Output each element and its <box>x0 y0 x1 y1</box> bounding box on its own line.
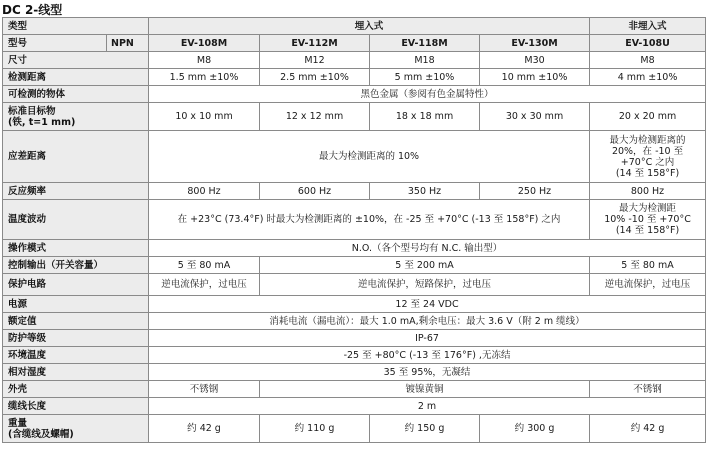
row-label: 反应频率 <box>3 183 149 200</box>
row-label <box>3 415 149 443</box>
row-label: 相对湿度 <box>3 364 149 381</box>
table-row <box>3 103 706 131</box>
table-cell: M30 <box>480 52 590 69</box>
table-row <box>3 257 706 274</box>
row-label: 可检测的物体 <box>3 86 149 103</box>
table-cell: 不锈钢 <box>590 381 706 398</box>
row-label: 控制输出（开关容量） <box>3 257 149 274</box>
table-cell: 约 42 g <box>590 415 706 443</box>
spec-table <box>2 17 706 443</box>
row-label: 防护等级 <box>3 330 149 347</box>
table-cell: -25 至 +80°C (-13 至 176°F) ,无冻结 <box>149 347 706 364</box>
table-row <box>3 52 706 69</box>
cell-line: 10% -10 至 +70°C <box>604 214 691 225</box>
model-cell: EV-108U <box>590 35 706 52</box>
row-label: 温度波动 <box>3 200 149 240</box>
table-cell: 在 +23°C (73.4°F) 时最大为检测距离的 ±10%，在 -25 至 +70°C (-13 至 158°F) 之内 <box>149 200 590 240</box>
table-cell: 约 300 g <box>480 415 590 443</box>
page-title: DC 2-线型 <box>2 3 63 17</box>
model-cell: EV-118M <box>370 35 480 52</box>
model-label: 型号 <box>3 35 107 52</box>
table-cell: 250 Hz <box>480 183 590 200</box>
table-cell: 消耗电流（漏电流）：最大 1.0 mA,剩余电压：最大 3.6 V（附 2 m 缆线） <box>149 313 706 330</box>
table-cell: IP-67 <box>149 330 706 347</box>
table-row <box>3 131 706 183</box>
table-cell: 10 mm ±10% <box>480 69 590 86</box>
table-cell: 5 至 80 mA <box>149 257 260 274</box>
table-cell: 逆电流保护，过电压 <box>590 274 706 296</box>
table-row <box>3 200 706 240</box>
row-label: 应差距离 <box>3 131 149 183</box>
table-cell: 12 x 12 mm <box>260 103 370 131</box>
model-cell: EV-108M <box>149 35 260 52</box>
table-cell: 5 mm ±10% <box>370 69 480 86</box>
row-label: 检测距离 <box>3 69 149 86</box>
row-label-line: 标准目标物 <box>8 105 56 117</box>
table-cell: 2 m <box>149 398 706 415</box>
cell-line: +70°C 之内 <box>620 156 675 168</box>
table-row <box>3 347 706 364</box>
row-label: 额定值 <box>3 313 149 330</box>
npn-label: NPN <box>107 35 149 52</box>
cell-line: 最大为检测距离的 <box>609 134 686 146</box>
table-row <box>3 364 706 381</box>
table-cell: 最大为检测距离的 10% <box>149 131 590 183</box>
table-cell: 不锈钢 <box>149 381 260 398</box>
model-cell: EV-112M <box>260 35 370 52</box>
type-label: 类型 <box>3 18 149 35</box>
table-row <box>3 330 706 347</box>
cell-line: (14 至 158°F) <box>615 167 680 179</box>
table-row <box>3 18 706 35</box>
table-cell: 35 至 95%，无凝结 <box>149 364 706 381</box>
non-embedded-header: 非埋入式 <box>590 18 706 35</box>
row-label: 环境温度 <box>3 347 149 364</box>
cell-line: 20%，在 -10 至 <box>611 145 684 157</box>
table-cell: 5 至 200 mA <box>260 257 590 274</box>
table-row <box>3 240 706 257</box>
table-cell: 1.5 mm ±10% <box>149 69 260 86</box>
table-cell: 约 42 g <box>149 415 260 443</box>
table-row <box>3 69 706 86</box>
row-label: 尺寸 <box>3 52 149 69</box>
table-row <box>3 313 706 330</box>
table-cell: 逆电流保护，过电压 <box>149 274 260 296</box>
row-label: 外壳 <box>3 381 149 398</box>
table-row <box>3 86 706 103</box>
table-row <box>3 415 706 443</box>
row-label-line: (铁, t=1 mm) <box>8 116 76 128</box>
table-cell <box>590 131 706 183</box>
table-cell: 黑色金属（参阅有色金属特性） <box>149 86 706 103</box>
table-row <box>3 35 706 52</box>
table-row <box>3 398 706 415</box>
table-cell: 镀镍黄铜 <box>260 381 590 398</box>
embedded-header: 埋入式 <box>149 18 590 35</box>
cell-line: 最大为检测距 <box>619 203 677 214</box>
table-cell: 5 至 80 mA <box>590 257 706 274</box>
table-cell: 2.5 mm ±10% <box>260 69 370 86</box>
table-cell: 4 mm ±10% <box>590 69 706 86</box>
row-label: 缆线长度 <box>3 398 149 415</box>
table-cell: M8 <box>590 52 706 69</box>
table-cell <box>590 200 706 240</box>
table-cell: N.O.（各个型号均有 N.C. 输出型） <box>149 240 706 257</box>
row-label: 保护电路 <box>3 274 149 296</box>
table-cell: 20 x 20 mm <box>590 103 706 131</box>
cell-line: (14 至 158°F) <box>615 225 680 236</box>
table-cell: 逆电流保护，短路保护，过电压 <box>260 274 590 296</box>
table-row <box>3 183 706 200</box>
table-cell: M8 <box>149 52 260 69</box>
table-cell: 12 至 24 VDC <box>149 296 706 313</box>
table-cell: 800 Hz <box>149 183 260 200</box>
row-label-line: (含缆线及螺帽) <box>8 428 74 440</box>
table-cell: M18 <box>370 52 480 69</box>
row-label <box>3 103 149 131</box>
table-cell: 约 110 g <box>260 415 370 443</box>
table-cell: 800 Hz <box>590 183 706 200</box>
row-label-line: 重量 <box>8 417 28 429</box>
table-cell: M12 <box>260 52 370 69</box>
table-cell: 350 Hz <box>370 183 480 200</box>
table-cell: 600 Hz <box>260 183 370 200</box>
table-row <box>3 296 706 313</box>
table-cell: 30 x 30 mm <box>480 103 590 131</box>
table-cell: 18 x 18 mm <box>370 103 480 131</box>
table-cell: 约 150 g <box>370 415 480 443</box>
model-cell: EV-130M <box>480 35 590 52</box>
table-row <box>3 274 706 296</box>
row-label: 操作模式 <box>3 240 149 257</box>
table-cell: 10 x 10 mm <box>149 103 260 131</box>
row-label: 电源 <box>3 296 149 313</box>
table-row <box>3 381 706 398</box>
